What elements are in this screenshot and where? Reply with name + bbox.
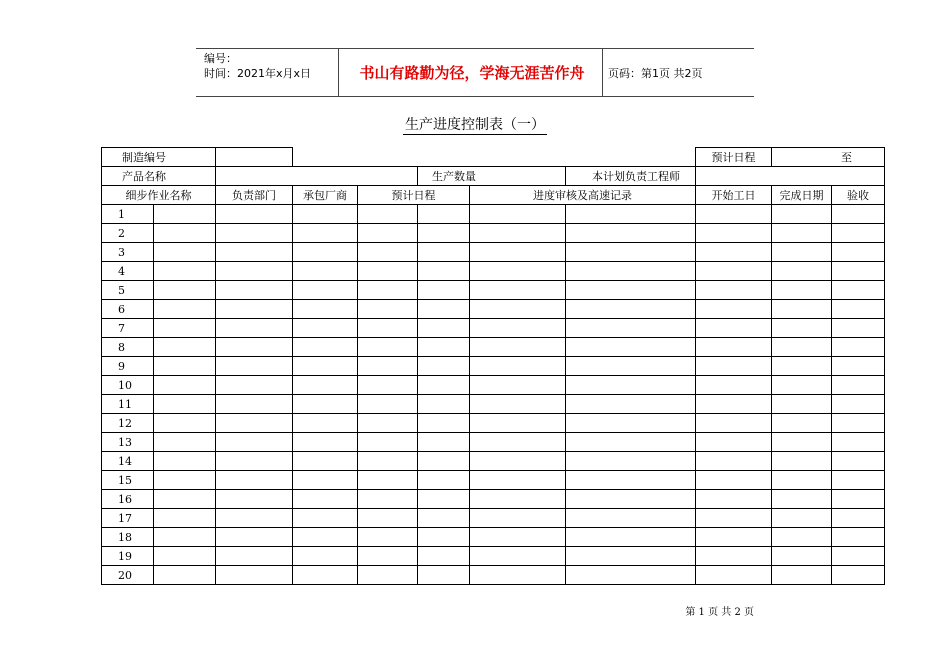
table-cell[interactable] [293,281,358,300]
table-cell[interactable] [293,262,358,281]
table-row [102,471,885,490]
table-cell[interactable] [154,433,216,452]
table-cell[interactable] [358,281,418,300]
table-cell[interactable] [832,338,885,357]
engineer-label: 本计划负责工程师 [566,167,696,186]
table-cell[interactable] [470,433,566,452]
table-cell[interactable] [566,547,696,566]
table-row [102,414,885,433]
table-cell[interactable] [154,281,216,300]
col-finish-date: 完成日期 [772,186,832,205]
table-row [102,281,885,300]
table-cell[interactable] [418,414,470,433]
row-number: 5 [102,281,154,300]
table-cell[interactable] [418,433,470,452]
table-cell[interactable] [470,395,566,414]
table-cell[interactable] [154,243,216,262]
table-cell[interactable] [216,566,293,585]
page-title [0,114,950,134]
table-cell[interactable] [696,490,772,509]
table-cell[interactable] [832,433,885,452]
table-cell[interactable] [154,205,216,224]
table-cell[interactable] [566,509,696,528]
row-number: 16 [102,490,154,509]
table-cell[interactable] [566,281,696,300]
table-cell[interactable] [358,452,418,471]
table-cell[interactable] [566,490,696,509]
table-cell[interactable] [216,338,293,357]
table-cell[interactable] [696,414,772,433]
table-cell[interactable] [696,376,772,395]
table-row [102,452,885,471]
table-cell[interactable] [470,490,566,509]
table-cell[interactable] [154,490,216,509]
table-cell[interactable] [470,205,566,224]
table-cell[interactable] [470,357,566,376]
table-cell[interactable] [216,243,293,262]
table-cell[interactable] [418,262,470,281]
table-cell[interactable] [216,205,293,224]
col-expected-schedule: 预计日程 [358,186,470,205]
table-cell[interactable] [696,205,772,224]
table-cell[interactable] [696,471,772,490]
table-cell[interactable] [293,528,358,547]
table-cell[interactable] [216,300,293,319]
table-row [102,376,885,395]
table-cell[interactable] [566,243,696,262]
schedule-label: 预计日程 [696,148,772,167]
header-divider-left [338,48,339,96]
table-row [102,338,885,357]
table-cell[interactable] [470,243,566,262]
row-number: 7 [102,319,154,338]
table-cell[interactable] [696,224,772,243]
table-cell[interactable] [832,566,885,585]
table-cell[interactable] [696,300,772,319]
table-cell[interactable] [154,224,216,243]
table-row [102,262,885,281]
row-number: 2 [102,224,154,243]
table-cell[interactable] [418,376,470,395]
table-cell[interactable] [358,376,418,395]
table-row [102,357,885,376]
row-number: 15 [102,471,154,490]
table-row [102,490,885,509]
table-cell[interactable] [216,357,293,376]
table-cell[interactable] [293,566,358,585]
to-label: 至 [772,148,885,167]
table-cell[interactable] [216,262,293,281]
table-cell[interactable] [293,414,358,433]
table-cell[interactable] [154,414,216,433]
table-cell[interactable] [470,281,566,300]
table-cell[interactable] [216,395,293,414]
table-cell[interactable] [696,395,772,414]
table-cell[interactable] [696,433,772,452]
table-cell[interactable] [216,490,293,509]
table-cell[interactable] [293,452,358,471]
table-cell[interactable] [566,300,696,319]
table-cell[interactable] [470,300,566,319]
table-cell[interactable] [358,319,418,338]
row-number: 6 [102,300,154,319]
table-cell[interactable] [293,338,358,357]
table-cell[interactable] [358,566,418,585]
row-number: 11 [102,395,154,414]
header-divider-right [602,48,603,96]
table-cell[interactable] [154,452,216,471]
table-cell[interactable] [418,528,470,547]
table-cell[interactable] [832,319,885,338]
row-number: 18 [102,528,154,547]
table-cell[interactable] [470,224,566,243]
table-cell[interactable] [696,509,772,528]
row-number: 20 [102,566,154,585]
mfg-no-value[interactable] [216,148,293,167]
table-cell[interactable] [154,395,216,414]
col-contractor: 承包厂商 [293,186,358,205]
table-cell[interactable] [470,547,566,566]
table-cell[interactable] [418,452,470,471]
table-cell[interactable] [696,319,772,338]
table-row [102,566,885,585]
table-cell[interactable] [154,300,216,319]
row-number: 8 [102,338,154,357]
table-row [102,433,885,452]
quantity-label: 生产数量 [418,167,566,186]
table-row [102,509,885,528]
row-number: 19 [102,547,154,566]
table-cell[interactable] [358,471,418,490]
table-cell[interactable] [772,414,832,433]
table-cell[interactable] [696,338,772,357]
table-cell[interactable] [772,281,832,300]
table-cell[interactable] [293,357,358,376]
table-cell[interactable] [832,243,885,262]
table-cell[interactable] [772,262,832,281]
table-cell[interactable] [358,205,418,224]
table-cell[interactable] [696,357,772,376]
table-row [102,205,885,224]
row-number: 3 [102,243,154,262]
table-cell[interactable] [216,433,293,452]
table-cell[interactable] [772,547,832,566]
table-cell[interactable] [832,262,885,281]
table-cell[interactable] [358,414,418,433]
table-cell[interactable] [566,528,696,547]
table-cell[interactable] [154,547,216,566]
table-cell[interactable] [772,433,832,452]
table-cell[interactable] [772,528,832,547]
product-name-label: 产品名称 [102,167,216,186]
table-cell[interactable] [358,433,418,452]
table-cell[interactable] [293,509,358,528]
code-label: 编号： [204,52,237,65]
table-cell[interactable] [832,281,885,300]
header-top-rule [196,48,754,49]
col-department: 负责部门 [216,186,293,205]
row-number: 1 [102,205,154,224]
table-cell[interactable] [154,528,216,547]
col-acceptance: 验收 [832,186,885,205]
table-cell[interactable] [772,471,832,490]
table-cell[interactable] [566,357,696,376]
table-cell[interactable] [216,224,293,243]
table-cell[interactable] [154,262,216,281]
table-cell[interactable] [293,243,358,262]
table-cell[interactable] [566,452,696,471]
table-cell[interactable] [566,319,696,338]
table-cell[interactable] [566,471,696,490]
table-cell[interactable] [154,338,216,357]
table-row [102,300,885,319]
mfg-no-label: 制造编号 [102,148,216,167]
table-cell[interactable] [293,376,358,395]
row-number: 14 [102,452,154,471]
table-cell[interactable] [293,490,358,509]
time-label: 时间：2021年x月x日 [204,67,312,80]
table-cell[interactable] [418,490,470,509]
table-cell[interactable] [772,509,832,528]
table-cell[interactable] [293,471,358,490]
table-cell[interactable] [696,566,772,585]
table-cell[interactable] [154,566,216,585]
table-cell[interactable] [418,319,470,338]
table-cell[interactable] [772,566,832,585]
page-info: 页码：第1页 共2页 [608,67,703,80]
table-cell[interactable] [470,319,566,338]
table-cell[interactable] [216,528,293,547]
table-row [102,395,885,414]
product-name-value[interactable] [216,167,418,186]
table-cell[interactable] [358,243,418,262]
table-cell[interactable] [772,357,832,376]
table-cell[interactable] [358,357,418,376]
table-cell[interactable] [216,471,293,490]
table-cell[interactable] [418,357,470,376]
table-cell[interactable] [832,547,885,566]
table-cell[interactable] [358,490,418,509]
table-cell[interactable] [832,224,885,243]
progress-table [101,147,885,585]
table-row [102,547,885,566]
table-cell[interactable] [470,471,566,490]
table-cell[interactable] [696,243,772,262]
col-task-name: 细步作业名称 [102,186,216,205]
table-cell[interactable] [470,528,566,547]
table-cell[interactable] [293,300,358,319]
table-cell[interactable] [470,414,566,433]
row-number: 17 [102,509,154,528]
table-cell[interactable] [358,528,418,547]
header-meta [204,51,311,81]
table-cell[interactable] [418,300,470,319]
table-cell[interactable] [470,452,566,471]
table-cell[interactable] [566,376,696,395]
document-header [196,48,754,96]
table-cell[interactable] [772,490,832,509]
table-cell[interactable] [566,262,696,281]
table-cell[interactable] [216,376,293,395]
table-cell[interactable] [772,376,832,395]
table-cell[interactable] [358,300,418,319]
table-cell[interactable] [418,205,470,224]
row-number: 12 [102,414,154,433]
table-cell[interactable] [418,566,470,585]
row-number: 4 [102,262,154,281]
table-cell[interactable] [566,566,696,585]
table-cell[interactable] [832,376,885,395]
table-cell[interactable] [772,338,832,357]
table-cell[interactable] [470,262,566,281]
table-cell[interactable] [832,357,885,376]
table-cell[interactable] [470,566,566,585]
row-number: 13 [102,433,154,452]
table-cell[interactable] [216,319,293,338]
table-cell[interactable] [696,452,772,471]
table-cell[interactable] [358,547,418,566]
table-cell[interactable] [418,281,470,300]
table-cell[interactable] [293,395,358,414]
table-cell[interactable] [216,452,293,471]
row-number: 10 [102,376,154,395]
header-bottom-rule [196,96,754,97]
table-cell[interactable] [358,395,418,414]
motto-text: 书山有路勤为径，学海无涯苦作舟 [359,64,585,82]
table-cell[interactable] [772,300,832,319]
table-cell[interactable] [772,319,832,338]
table-cell[interactable] [358,224,418,243]
engineer-value[interactable] [696,167,885,186]
table-cell[interactable] [216,281,293,300]
table-row [102,319,885,338]
table-cell[interactable] [832,528,885,547]
table-cell[interactable] [154,471,216,490]
col-start-date: 开始工日 [696,186,772,205]
col-progress-review: 进度审核及高速记录 [470,186,696,205]
table-cell[interactable] [358,262,418,281]
table-row [102,528,885,547]
table-cell[interactable] [418,471,470,490]
table-cell[interactable] [696,262,772,281]
table-cell[interactable] [832,509,885,528]
table-cell[interactable] [293,224,358,243]
table-cell[interactable] [566,338,696,357]
table-row [102,243,885,262]
table-cell[interactable] [832,490,885,509]
table-cell[interactable] [418,509,470,528]
table-cell[interactable] [832,395,885,414]
blank-span [293,148,696,167]
table-cell[interactable] [832,471,885,490]
page-footer: 第 1 页 共 2 页 [685,607,754,618]
table-cell[interactable] [772,205,832,224]
table-cell[interactable] [566,433,696,452]
table-cell[interactable] [470,338,566,357]
table-cell[interactable] [696,528,772,547]
table-cell[interactable] [772,224,832,243]
table-cell[interactable] [832,300,885,319]
table-cell[interactable] [772,395,832,414]
table-row-product [102,167,885,186]
row-number: 9 [102,357,154,376]
table-cell[interactable] [418,395,470,414]
table-cell[interactable] [418,338,470,357]
table-cell[interactable] [293,433,358,452]
table-cell[interactable] [832,414,885,433]
table-cell[interactable] [832,452,885,471]
table-cell[interactable] [832,205,885,224]
table-cell[interactable] [293,547,358,566]
table-cell[interactable] [358,509,418,528]
table-cell[interactable] [216,547,293,566]
table-cell[interactable] [216,509,293,528]
table-cell[interactable] [293,205,358,224]
table-cell[interactable] [566,205,696,224]
table-cell[interactable] [772,243,832,262]
table-cell[interactable] [216,414,293,433]
table-cell[interactable] [566,414,696,433]
table-cell[interactable] [696,547,772,566]
table-cell[interactable] [470,509,566,528]
table-cell[interactable] [293,319,358,338]
table-cell[interactable] [154,319,216,338]
table-cell[interactable] [154,509,216,528]
table-cell[interactable] [566,395,696,414]
table-cell[interactable] [772,452,832,471]
table-cell[interactable] [154,376,216,395]
table-row-manufacturing [102,148,885,167]
table-cell[interactable] [470,376,566,395]
table-cell[interactable] [154,357,216,376]
table-row [102,224,885,243]
table-cell[interactable] [696,281,772,300]
table-header-row [102,186,885,205]
table-cell[interactable] [418,547,470,566]
table-cell[interactable] [418,224,470,243]
table-cell[interactable] [358,338,418,357]
table-cell[interactable] [566,224,696,243]
title-text: 生产进度控制表（一） [405,117,545,133]
table-cell[interactable] [418,243,470,262]
